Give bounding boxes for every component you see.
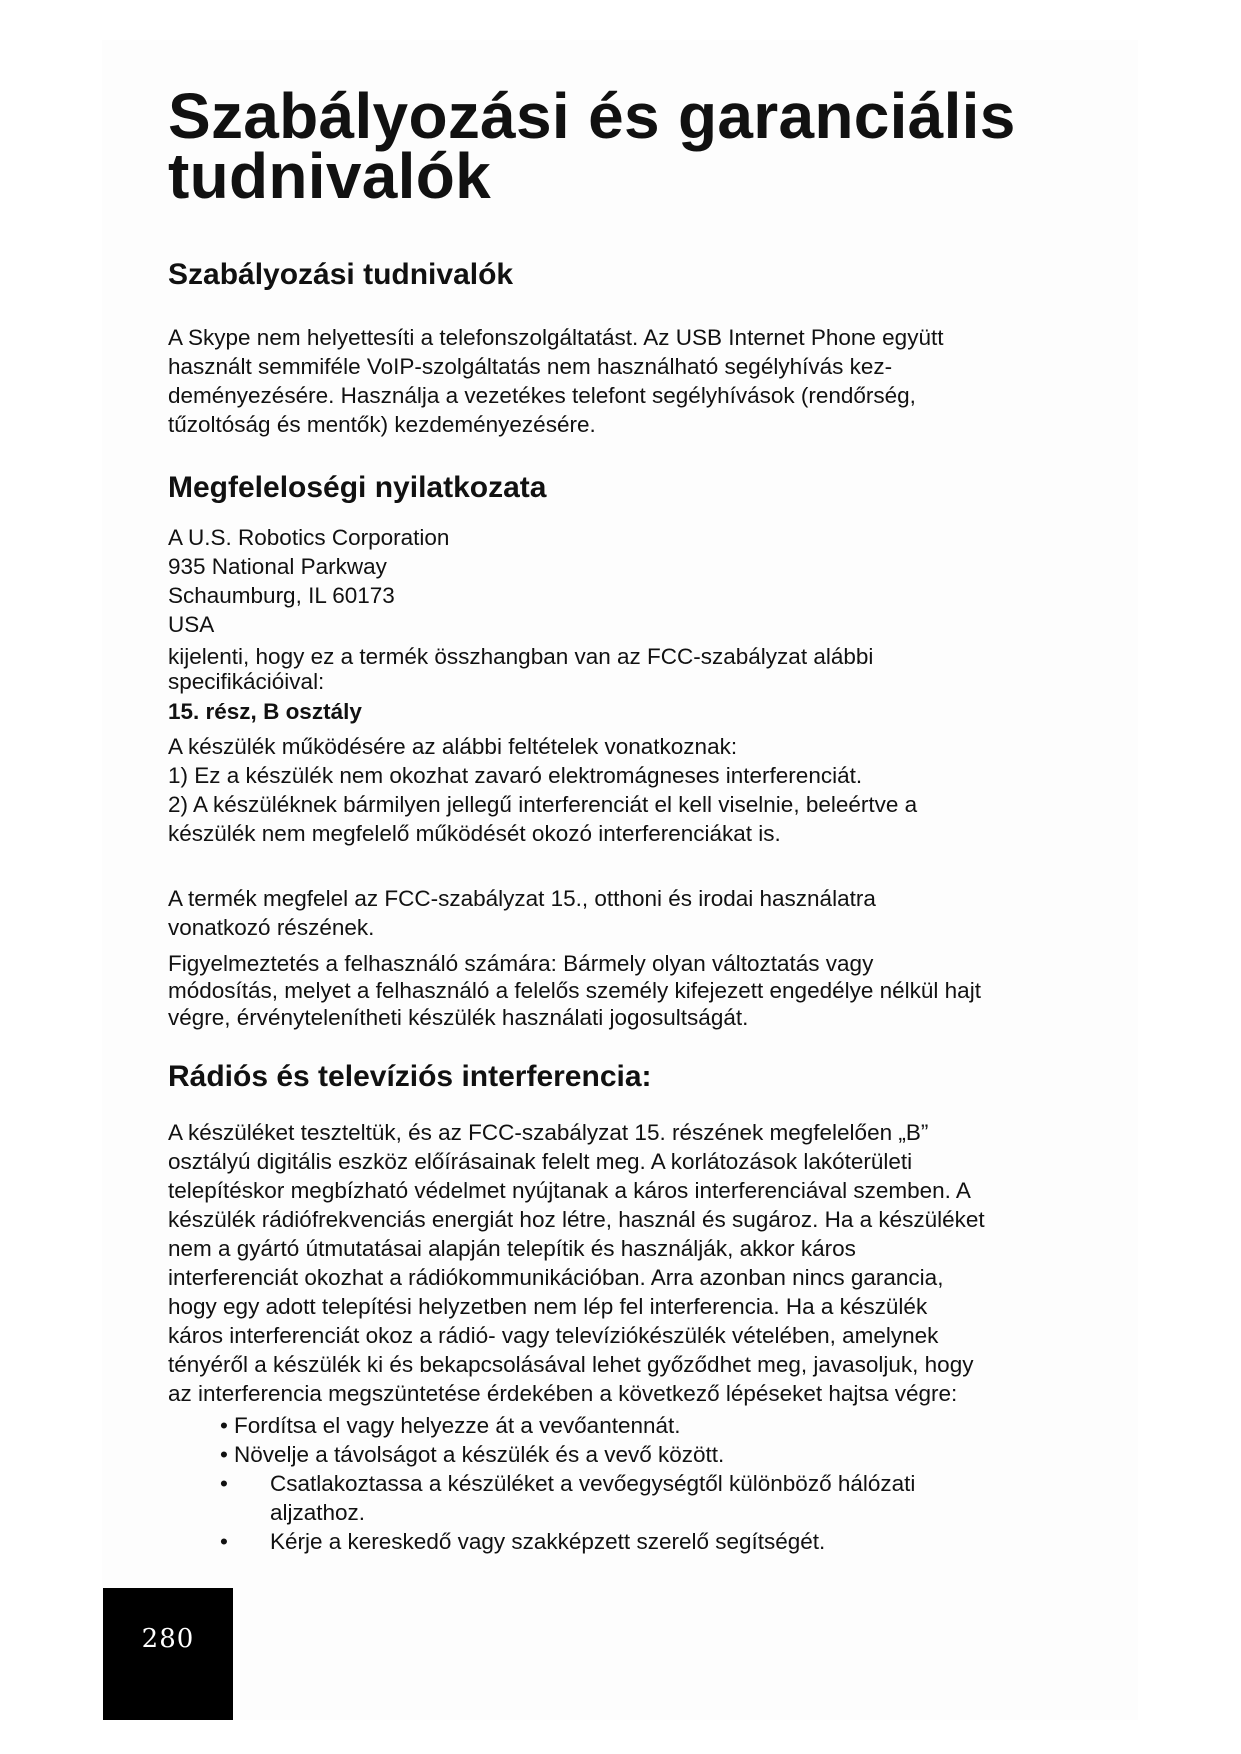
regulatory-paragraph [168,323,1088,439]
list-item-text-continuation: aljzathoz. [270,1500,366,1525]
text-line: hogy egy adott telepítési helyzetben nem lép fel interferencia. Ha a készülék [168,1294,928,1319]
text-line: A Skype nem helyettesíti a telefonszolgáltatást. Az USB Internet Phone együtt [168,325,944,350]
bullet-icon: • [220,1442,228,1467]
page-number: 280 [141,1624,195,1654]
text-line: A készüléket teszteltük, és az FCC-szabályzat 15. részének megfelelően „B” [168,1120,929,1145]
warning-paragraph [168,950,1088,1031]
list-item-text: Csatlakoztassa a készüléket a vevőegységtől különböző hálózati [270,1471,916,1496]
text-line: káros interferenciát okoz a rádió- vagy televíziókészülék vételében, amelynek [168,1323,939,1348]
address-line: 935 National Parkway [168,554,387,579]
text-line: A készülék működésére az alábbi feltételek vonatkoznak: [168,734,738,759]
text-line: tűzoltóság és mentők) kezdeményezésére. [168,412,596,437]
company-address [168,523,1088,639]
page-title [168,80,1088,212]
text-line: telepítéskor megbízható védelmet nyújtanak a káros interferenciával szemben. A [168,1178,971,1203]
address-line: USA [168,612,215,637]
interference-paragraph [168,1118,1088,1408]
section-heading-regulatory: Szabályozási tudnivalók [168,258,514,291]
list-item [220,1469,1040,1527]
recommendations-list [220,1411,1040,1556]
text-line: A termék megfelel az FCC-szabályzat 15., otthoni és irodai használatra [168,886,876,911]
text-line: tényéről a készülék ki és bekapcsolásával lehet győződhet meg, javasoljuk, hogy [168,1352,974,1377]
text-line: módosítás, melyet a felhasználó a felelős személy kifejezett engedélye nélkül hajt [168,978,981,1003]
declaration-paragraph [168,644,1088,694]
text-line: osztályú digitális eszköz előírásainak felelt meg. A korlátozások lakóterületi [168,1149,913,1174]
bullet-icon: • [220,1529,228,1554]
text-line: végre, érvénytelenítheti készülék használati jogosultságát. [168,1005,749,1030]
text-line: Figyelmeztetés a felhasználó számára: Bármely olyan változtatás vagy [168,951,874,976]
text-line: 1) Ez a készülék nem okozhat zavaró elektromágneses interferenciát. [168,763,863,788]
text-line: kijelenti, hogy ez a termék összhangban van az FCC-szabályzat alábbi [168,644,874,669]
section-heading-declaration: Megfeleloségi nyilatkozata [168,471,547,504]
list-item-text: Fordítsa el vagy helyezze át a vevőantennát. [234,1413,681,1438]
compliance-paragraph [168,884,1088,942]
list-item-text: Növelje a távolságot a készülék és a vevő között. [234,1442,725,1467]
page-title-line-2: tudnivalók [168,140,492,212]
page-number-tab [103,1588,233,1720]
address-line: A U.S. Robotics Corporation [168,525,450,550]
address-line: Schaumburg, IL 60173 [168,583,395,608]
text-line: 2) A készüléknek bármilyen jellegű interferenciát el kell viselnie, beleértve a [168,792,918,817]
text-line: készülék rádiófrekvenciás energiát hoz létre, használ és sugároz. Ha a készüléket [168,1207,985,1232]
text-line: használt semmiféle VoIP-szolgáltatás nem használható segélyhívás kez- [168,354,893,379]
text-line: deményezésére. Használja a vezetékes telefont segélyhívások (rendőrség, [168,383,916,408]
list-item [220,1527,1040,1556]
conditions-paragraph [168,732,1088,848]
text-line: készülék nem megfelelő működését okozó interferenciákat is. [168,821,781,846]
list-item-text: Kérje a kereskedő vagy szakképzett szerelő segítségét. [270,1529,826,1554]
list-item [220,1440,1040,1469]
section-heading-interference: Rádiós és televíziós interferencia: [168,1060,652,1093]
text-line: vonatkozó részének. [168,915,375,940]
bullet-icon: • [220,1413,228,1438]
page-title-line-1: Szabályozási és garanciális [168,80,1016,152]
text-line: specifikációival: [168,669,325,694]
list-item [220,1411,1040,1440]
text-line: nem a gyártó útmutatásai alapján telepítik és használják, akkor káros [168,1236,856,1261]
bullet-icon: • [220,1471,228,1496]
text-line: az interferencia megszüntetése érdekében a következő lépéseket hajtsa végre: [168,1381,958,1406]
fcc-class-label: 15. rész, B osztály [168,699,362,724]
text-line: interferenciát okozhat a rádiókommunikációban. Arra azonban nincs garancia, [168,1265,944,1290]
